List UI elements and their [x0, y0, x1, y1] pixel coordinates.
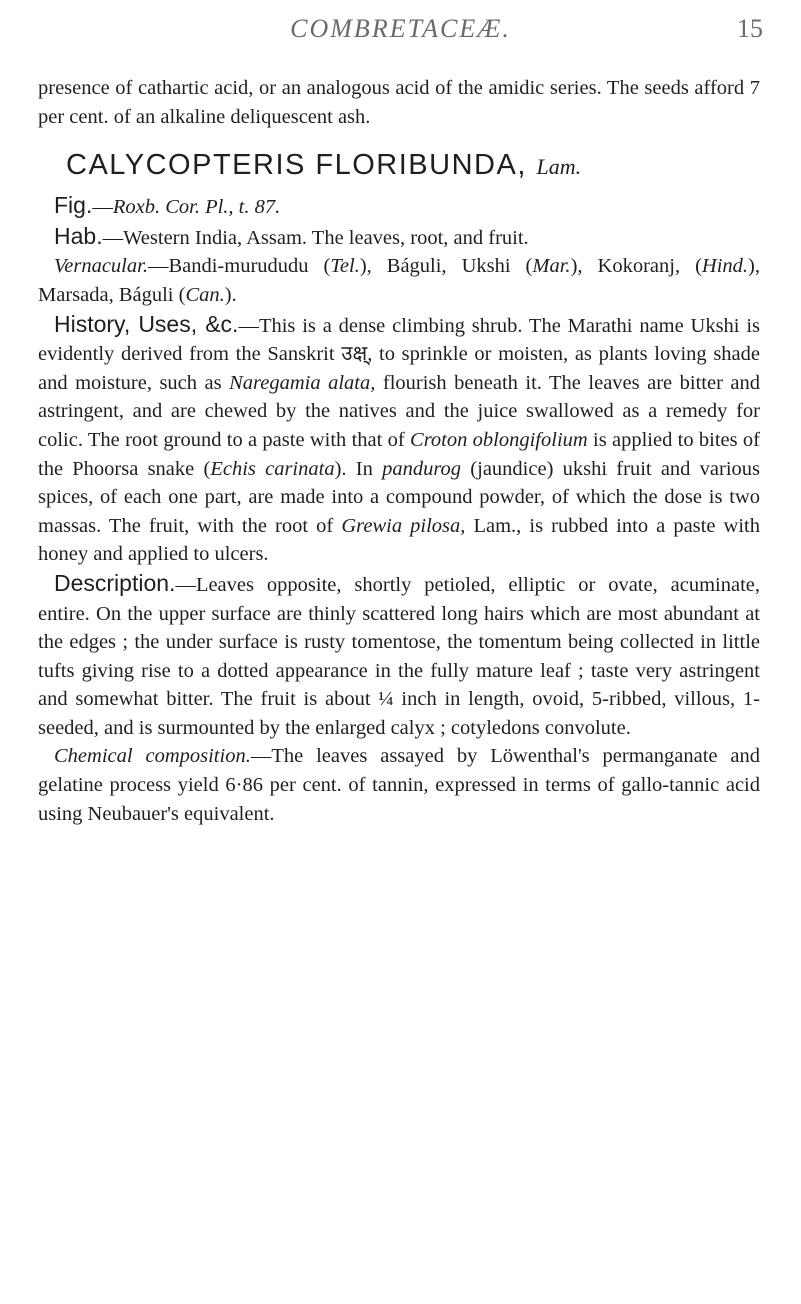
- species-italic: Grewia pilosa,: [341, 514, 466, 537]
- chemical-paragraph: [38, 742, 760, 828]
- species-italic: Croton oblongifolium: [410, 428, 588, 451]
- history-text: (jaundice) ukshi fruit and various spices, of each one part, are made into a compound powder, of which the dose is two massas. The fruit, with the root of: [38, 457, 761, 537]
- term-italic: pandurog: [382, 457, 462, 480]
- history-text: flourish beneath it. The leaves are bitter and astringent, and are chewed by the natives and the juice swallowed as a remedy for colic. The root ground to a paste with that of: [38, 371, 760, 451]
- fig-dash: —: [92, 196, 113, 219]
- fig-reference: Roxb. Cor. Pl., t. 87.: [112, 196, 281, 219]
- species-authority: Lam.: [536, 154, 582, 180]
- lang-abbrev: Tel.: [330, 255, 360, 278]
- intro-paragraph: presence of cathartic acid, or an analogous acid of the amidic series. The seeds afford 7 per cent. of an alkaline deliquescent ash.: [38, 77, 760, 128]
- description-text: —Leaves opposite, shortly petioled, elliptic or ovate, acuminate, entire. On the upper surface are thinly scattered long hairs which are most abundant at the edges ; the under surface is rusty tomentose, the tomentum being collected in little tufts giving rise to a dotted appearance in the fully mature leaf ; taste very astringent and somewhat bitter. The fruit is about ¼ inch in length, ovoid, 5-ribbed, villous, 1-seeded, and is surmounted by the enlarged calyx ; cotyledons convolute.: [38, 573, 760, 739]
- history-heading: History, Uses, &c.: [54, 310, 239, 337]
- description-heading: Description.: [54, 569, 176, 596]
- page-body: [38, 74, 760, 828]
- hab-heading: Hab.: [54, 222, 103, 249]
- vernacular-heading: Vernacular.: [54, 255, 148, 278]
- vernacular-paragraph: [38, 252, 760, 309]
- history-paragraph: [38, 310, 760, 569]
- hab-paragraph: [38, 222, 760, 253]
- vernacular-text: ), Báguli, Ukshi (: [359, 255, 533, 278]
- species-italic: Naregamia alata,: [229, 371, 376, 394]
- running-head: [0, 14, 801, 54]
- chemical-heading: Chemical composition.: [54, 745, 251, 768]
- running-title: COMBRETACEÆ.: [290, 14, 511, 43]
- fig-paragraph: [38, 191, 760, 222]
- fig-heading: Fig.: [54, 192, 93, 219]
- vernacular-text: —Bandi-murududu (: [147, 255, 331, 278]
- description-paragraph: [38, 569, 760, 743]
- history-text: ). In: [334, 457, 383, 480]
- history-text: —This is a dense climbing shrub. The Marathi name Ukshi is evidently derived from the Sanskrit उक्ष्, to sprinkle or moisten, as plants loving shade and moisture, such as: [38, 314, 760, 394]
- history-text: is applied to bites of the Phoorsa snake (: [38, 428, 760, 480]
- vernacular-text: ), Marsada, Báguli (: [38, 255, 760, 306]
- page-number: 15: [737, 14, 763, 43]
- hab-text: —Western India, Assam. The leaves, root, and fruit.: [102, 226, 529, 249]
- lang-abbrev: Can.: [185, 283, 225, 306]
- lang-abbrev: Mar.: [532, 255, 571, 278]
- vernacular-text: ).: [224, 283, 237, 306]
- history-text: Lam., is rubbed into a paste with honey and applied to ulcers.: [38, 514, 760, 566]
- species-heading: [66, 145, 760, 187]
- lang-abbrev: Hind.: [701, 255, 749, 278]
- species-name: CALYCOPTERIS FLORIBUNDA,: [66, 149, 527, 182]
- chemical-text: —The leaves assayed by Löwenthal's permanganate and gelatine process yield 6·86 per cent. of tannin, expressed in terms of gallo-tannic acid using Neubauer's equivalent.: [38, 745, 760, 825]
- species-italic: Echis carinata: [210, 457, 335, 480]
- vernacular-text: ), Kokoranj, (: [570, 255, 702, 278]
